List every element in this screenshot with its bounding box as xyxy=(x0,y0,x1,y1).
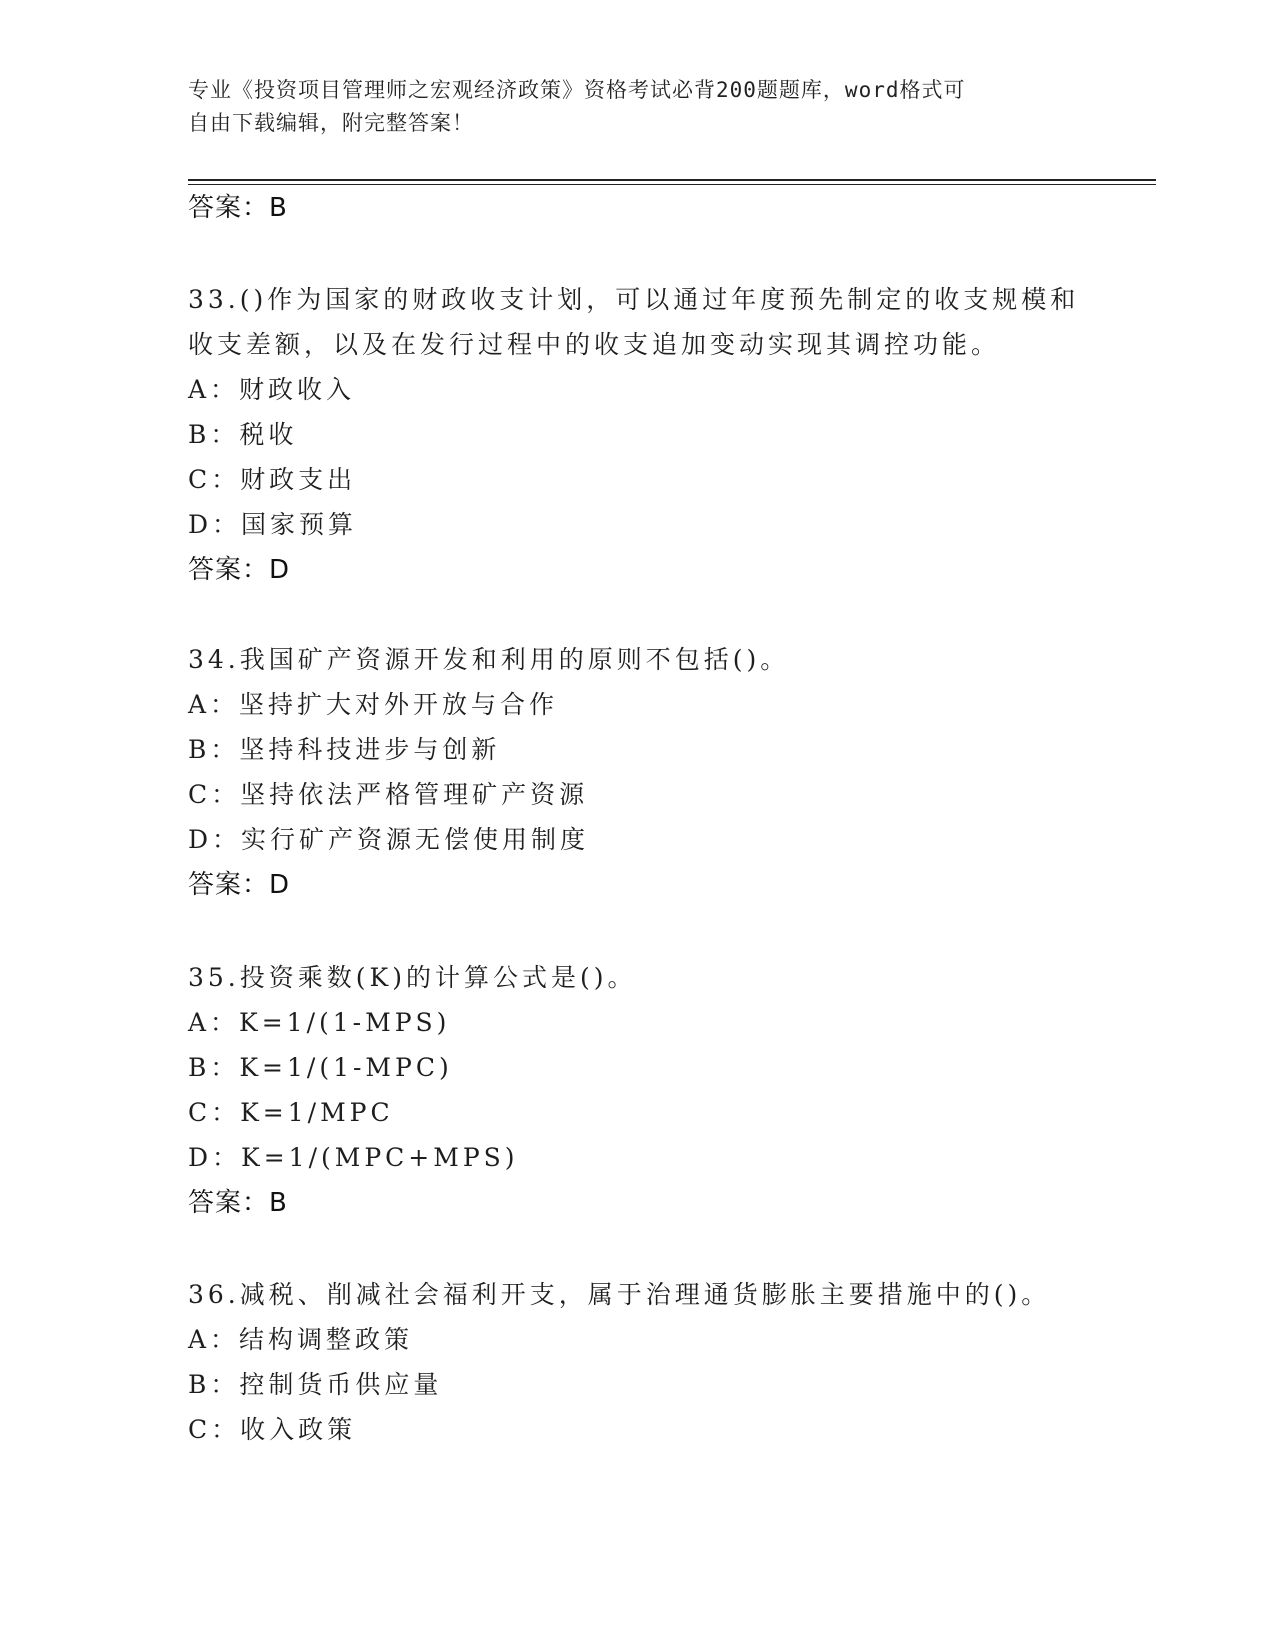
option-line: A：财政收入 xyxy=(188,375,356,404)
option-line: B：坚持科技进步与创新 xyxy=(188,735,501,764)
document-header xyxy=(188,74,1088,140)
header-divider-thick xyxy=(188,179,1156,181)
answer-line: 答案：D xyxy=(188,870,291,900)
option-line: C：财政支出 xyxy=(188,465,357,494)
option-line: B：控制货币供应量 xyxy=(188,1370,443,1399)
header-line-1: 专业《投资项目管理师之宏观经济政策》资格考试必背200题题库，word格式可 xyxy=(188,78,966,102)
option-line: C：K=1/MPC xyxy=(188,1098,394,1127)
option-line: A：结构调整政策 xyxy=(188,1325,414,1354)
option-line: A：坚持扩大对外开放与合作 xyxy=(188,690,559,719)
option-line: C：坚持依法严格管理矿产资源 xyxy=(188,780,589,809)
answer-line: 答案：D xyxy=(188,555,291,585)
option-line: C：收入政策 xyxy=(188,1415,357,1444)
question-stem: 33.()作为国家的财政收支计划，可以通过年度预先制定的收支规模和 xyxy=(188,285,1080,314)
option-line: B：税收 xyxy=(188,420,298,449)
question-stem: 36.减税、削减社会福利开支，属于治理通货膨胀主要措施中的()。 xyxy=(188,1280,1051,1309)
question-stem: 35.投资乘数(K)的计算公式是()。 xyxy=(188,963,637,992)
answer-line: 答案：B xyxy=(188,1188,288,1218)
answer-line: 答案：B xyxy=(188,193,288,223)
header-line-2: 自由下载编辑，附完整答案！ xyxy=(188,111,474,135)
option-line: B：K=1/(1-MPC) xyxy=(188,1053,453,1082)
question-stem: 34.我国矿产资源开发和利用的原则不包括()。 xyxy=(188,645,790,674)
option-line: D：国家预算 xyxy=(188,510,358,539)
header-divider-thin xyxy=(188,184,1156,185)
option-line: D：实行矿产资源无偿使用制度 xyxy=(188,825,590,854)
option-line: A：K=1/(1-MPS) xyxy=(188,1008,451,1037)
option-line: D：K=1/(MPC+MPS) xyxy=(188,1143,519,1172)
question-stem: 收支差额，以及在发行过程中的收支追加变动实现其调控功能。 xyxy=(188,330,1001,359)
